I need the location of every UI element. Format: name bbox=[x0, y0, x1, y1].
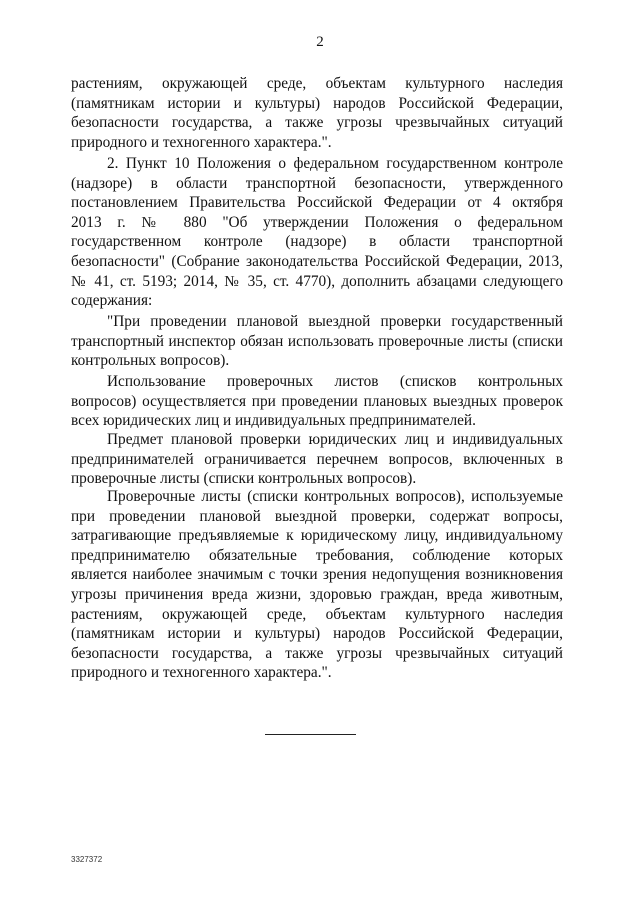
text-line: безопасности государства, а также угрозы чрезвычайных ситуаций bbox=[71, 644, 563, 662]
text-line: является наиболее значимым с точки зрения недопущения возникновения bbox=[71, 566, 563, 584]
paragraph-usage bbox=[71, 372, 563, 431]
text-line: (памятникам истории и культуры) народов Российской Федерации, bbox=[71, 94, 563, 112]
page-number: 2 bbox=[316, 34, 324, 50]
text-line: "При проведении плановой выездной проверки государственный bbox=[107, 313, 563, 330]
paragraph-continuation bbox=[71, 74, 563, 152]
paragraph-quote-start bbox=[71, 312, 563, 371]
closing-divider bbox=[265, 734, 356, 735]
text-line: природного и техногенного характера.". bbox=[71, 664, 332, 682]
document-id: 3327372 bbox=[71, 855, 103, 864]
text-line: контрольных вопросов). bbox=[71, 352, 230, 370]
text-line: затрагивающие предъявляемые к юридическому лицу, индивидуальному bbox=[71, 527, 563, 545]
text-line: 2013 г. № 880 "Об утверждении Положения о федеральном bbox=[71, 213, 563, 231]
text-line: природного и техногенного характера.". bbox=[71, 133, 332, 151]
text-line: Предмет плановой проверки юридических лиц и индивидуальных bbox=[107, 431, 563, 448]
text-line: безопасности государства, а также угрозы чрезвычайных ситуаций bbox=[71, 114, 563, 132]
text-line: предпринимателю обязательные требования, соблюдение которых bbox=[71, 546, 563, 564]
text-line: содержания: bbox=[71, 292, 153, 310]
text-line: (надзоре) в области транспортной безопасности, утвержденного bbox=[71, 174, 563, 192]
text-line: угрозы причинения вреда жизни, здоровью граждан, вреда животным, bbox=[71, 585, 563, 603]
paragraph-item-2 bbox=[71, 154, 563, 311]
text-line: растениям, окружающей среде, объектам культурного наследия bbox=[71, 75, 563, 92]
text-line: всех юридических лиц и индивидуальных предпринимателей. bbox=[71, 412, 476, 430]
paragraph-subject bbox=[71, 430, 563, 489]
text-line: (памятникам истории и культуры) народов Российской Федерации, bbox=[71, 625, 563, 643]
text-line: предпринимателей ограничивается перечнем вопросов, включенных в bbox=[71, 450, 563, 468]
text-line: транспортный инспектор обязан использовать проверочные листы (списки bbox=[71, 332, 563, 350]
text-line: вопросов) осуществляется при проведении плановых выездных проверок bbox=[71, 392, 563, 410]
text-line: при проведении плановой выездной проверки, содержат вопросы, bbox=[71, 507, 563, 525]
text-line: 2. Пункт 10 Положения о федеральном государственном контроле bbox=[107, 155, 563, 172]
text-line: растениям, окружающей среде, объектам культурного наследия bbox=[71, 605, 563, 623]
text-line: безопасности" (Собрание законодательства Российской Федерации, 2013, bbox=[71, 252, 563, 270]
text-line: проверочные листы (списки контрольных вопросов). bbox=[71, 470, 417, 488]
paragraph-checklists bbox=[71, 487, 563, 683]
text-line: Использование проверочных листов (списков контрольных bbox=[107, 373, 563, 390]
text-line: государственном контроле (надзоре) в области транспортной bbox=[71, 233, 563, 251]
text-line: Проверочные листы (списки контрольных вопросов), используемые bbox=[107, 488, 563, 505]
text-line: постановлением Правительства Российской Федерации от 4 октября bbox=[71, 194, 563, 212]
text-line: № 41, ст. 5193; 2014, № 35, ст. 4770), дополнить абзацами следующего bbox=[71, 272, 563, 290]
